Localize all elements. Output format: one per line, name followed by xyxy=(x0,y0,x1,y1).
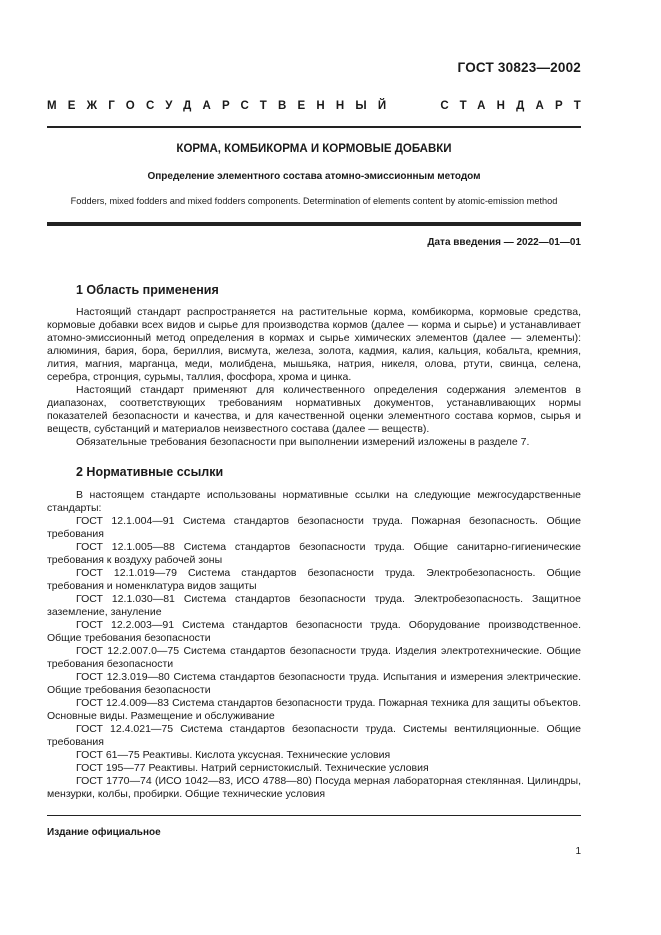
paragraph: Обязательные требования безопасности при выполнении измерений изложены в разделе 7. xyxy=(76,436,530,448)
reference-item: ГОСТ 12.2.003—91 Система стандартов безопасности труда. Оборудование производственное. Общие требования безопасности xyxy=(47,619,581,644)
title-rule xyxy=(47,222,581,226)
section-1-body xyxy=(47,306,581,449)
header-rule xyxy=(47,126,581,128)
document-title: КОРМА, КОМБИКОРМА И КОРМОВЫЕ ДОБАВКИ xyxy=(176,143,452,155)
reference-item: ГОСТ 12.4.021—75 Система стандартов безопасности труда. Системы вентиляционные. Общие требования xyxy=(47,723,581,748)
reference-item: ГОСТ 12.4.009—83 Система стандартов безопасности труда. Пожарная техника для защиты объектов. Основные виды. Размещение и обслуживание xyxy=(47,697,581,722)
interstate-word: МЕЖГОСУДАРСТВЕННЫЙ xyxy=(47,100,398,112)
page-number: 1 xyxy=(575,846,581,857)
footer-rule xyxy=(47,815,581,816)
reference-item: ГОСТ 12.1.004—91 Система стандартов безопасности труда. Пожарная безопасность. Общие требования xyxy=(47,515,581,540)
gost-code: ГОСТ 30823—2002 xyxy=(457,60,581,75)
reference-item: ГОСТ 1770—74 (ИСО 1042—83, ИСО 4788—80) Посуда мерная лабораторная стеклянная. Цилиндры, мензурки, колбы, пробирки. Общие технические условия xyxy=(47,775,581,800)
paragraph: Настоящий стандарт применяют для количественного определения содержания элементов в диапазонах, соответствующих требованиям нормативных документов, устанавливающих нормы показателей безопасности и качества, и для качественной оценки элементного состава кормов, сырья и веществ, субстанций и материалов неизвестного состава (далее — веществ). xyxy=(47,384,581,435)
paragraph: В настоящем стандарте использованы нормативные ссылки на следующие межгосударственные стандарты: xyxy=(47,489,581,514)
reference-item: ГОСТ 12.1.019—79 Система стандартов безопасности труда. Электробезопасность. Общие требования и номенклатура видов защиты xyxy=(47,567,581,592)
intro-date: Дата введения — 2022—01—01 xyxy=(427,237,581,248)
document-subtitle: Определение элементного состава атомно-эмиссионным методом xyxy=(147,171,481,182)
standard-word: СТАНДАРТ xyxy=(440,100,592,112)
reference-item: ГОСТ 12.2.007.0—75 Система стандартов безопасности труда. Изделия электротехнические. Общие требования безопасности xyxy=(47,645,581,670)
reference-item: ГОСТ 12.1.005—88 Система стандартов безопасности труда. Общие санитарно-гигиенические требования к воздуху рабочей зоны xyxy=(47,541,581,566)
english-title: Fodders, mixed fodders and mixed fodders components. Determination of elements content by atomic-emission method xyxy=(70,196,558,206)
section-2-heading: 2 Нормативные ссылки xyxy=(76,465,224,479)
interstate-standard-banner xyxy=(47,100,592,112)
reference-item: ГОСТ 12.1.030—81 Система стандартов безопасности труда. Электробезопасность. Защитное заземление, зануление xyxy=(47,593,581,618)
section-2-body xyxy=(47,489,581,801)
reference-item: ГОСТ 195—77 Реактивы. Натрий сернистокислый. Технические условия xyxy=(76,762,429,774)
reference-item: ГОСТ 61—75 Реактивы. Кислота уксусная. Технические условия xyxy=(76,749,391,761)
section-1-heading: 1 Область применения xyxy=(76,283,219,297)
reference-item: ГОСТ 12.3.019—80 Система стандартов безопасности труда. Испытания и измерения электрические. Общие требования безопасности xyxy=(47,671,581,696)
paragraph: Настоящий стандарт распространяется на растительные корма, комбикорма, кормовые средства, кормовые добавки всех видов и сырье для производства кормов (далее — корма и сырье) и устанавливает атомно-эмиссионный метод определения в кормах и сырье химических элементов (далее — элементы): алюминия, бария, бора, бериллия, висмута, железа, золота, кадмия, калия, кальция, кобальта, кремния, лития, магния, марганца, меди, молибдена, мышьяка, натрия, никеля, олова, ртути, свинца, селена, серебра, стронция, сурьмы, таллия, фосфора, хрома и цинка. xyxy=(47,306,581,383)
official-edition-label: Издание официальное xyxy=(47,827,161,838)
